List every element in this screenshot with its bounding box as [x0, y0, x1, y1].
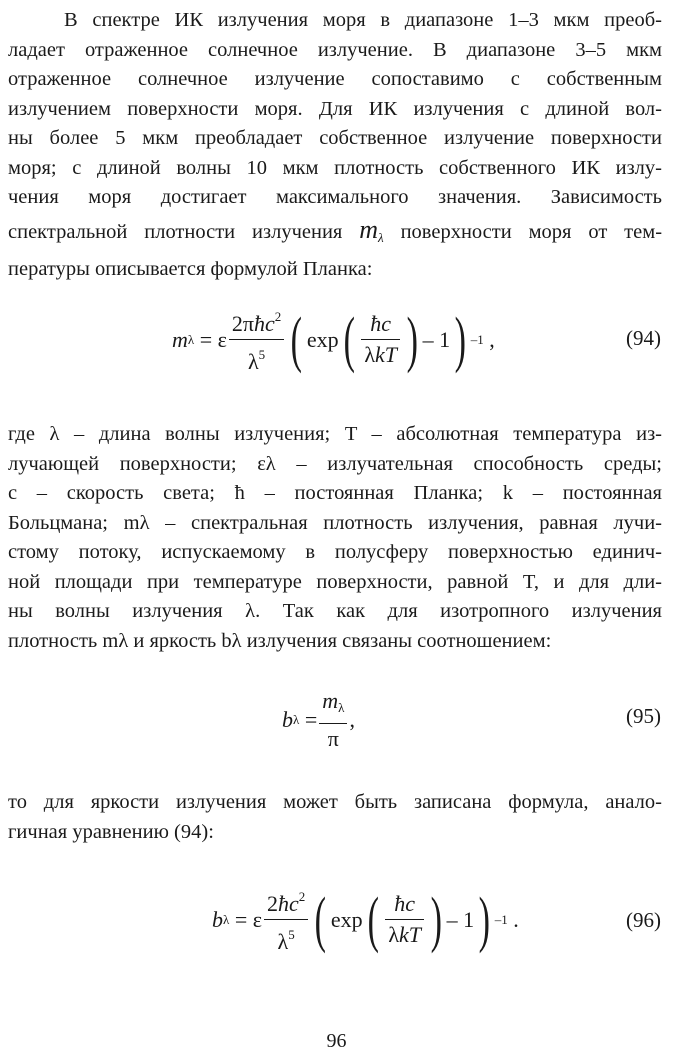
text-line-with-symbol	[8, 213, 662, 255]
paragraph-1	[8, 6, 662, 284]
text-line: плотность mλ и яркость bλ излучения связаны соотношением:	[8, 629, 552, 652]
text-line: ны более 5 мкм преобладает собственное излучение поверхности	[8, 127, 662, 149]
planck-formula-b: b λ = ε $\frac{2ħc^2}{\lambda^5}$ ( exp ( $\frac{ħc}{\text{λkT}}$ ) – 1 ) –1 .	[212, 885, 519, 954]
text-segment: поверхности моря от тем-	[400, 220, 662, 243]
text-line: чения моря достигает максимального значения. Зависимость	[8, 186, 662, 208]
equation-number: (94)	[626, 326, 661, 350]
text-line: c – скорость света; ħ – постоянная Планка; k – постоянная	[8, 482, 662, 504]
equation-94	[0, 302, 673, 382]
text-line: излучением поверхности моря. Для ИК излучения с длиной вол-	[8, 97, 662, 120]
text-line: лучающей поверхности; ελ – излучательная способность среды;	[8, 452, 662, 475]
text-line: ладает отраженное солнечное излучение. В диапазоне 3–5 мкм	[8, 38, 662, 61]
equation-number: (96)	[626, 908, 661, 932]
brightness-relation: b λ = $\frac{m_\lambda}{\pi}$ ,	[282, 688, 355, 751]
text-line: ны волны излучения λ. Так как для изотропного излучения	[8, 600, 662, 622]
text-line: где λ – длина волны излучения; T – абсолютная температура из-	[8, 423, 662, 445]
text-line: пературы описывается формулой Планка:	[8, 257, 373, 280]
paragraph-2	[8, 420, 662, 656]
text-segment: спектральной плотности излучения	[8, 220, 343, 243]
text-line: стому потоку, испускаемому в полусферу поверхностью единич-	[8, 541, 662, 563]
paragraph-3	[8, 788, 662, 847]
text-line: гичная уравнению (94):	[8, 820, 214, 843]
equation-96	[0, 880, 673, 964]
equation-95	[0, 688, 673, 758]
text-line: ной площади при температуре поверхности, равной T, и для дли-	[8, 570, 662, 593]
equation-number: (95)	[626, 704, 661, 728]
text-line: то для яркости излучения может быть записана формула, анало-	[8, 791, 662, 813]
text-line: В спектре ИК излучения моря в диапазоне 1–3 мкм преоб-	[64, 9, 662, 31]
m-lambda-symbol: $m_\lambda$	[359, 214, 384, 245]
text-line: отраженное солнечное излучение сопоставимо с собственным	[8, 68, 662, 90]
text-line: Больцмана; mλ – спектральная плотность излучения, равная лучи-	[8, 511, 662, 534]
page-number: 96	[326, 1030, 347, 1052]
planck-formula-m: m λ = ε $\frac{2\pi ħc^2}{\lambda^5}$ ( exp ( $\frac{ħc}{\text{λkT}}$ ) – 1 ) –1 ,	[172, 305, 495, 374]
text-line: моря; с длиной волны 10 мкм плотность собственного ИК излу-	[8, 156, 662, 179]
